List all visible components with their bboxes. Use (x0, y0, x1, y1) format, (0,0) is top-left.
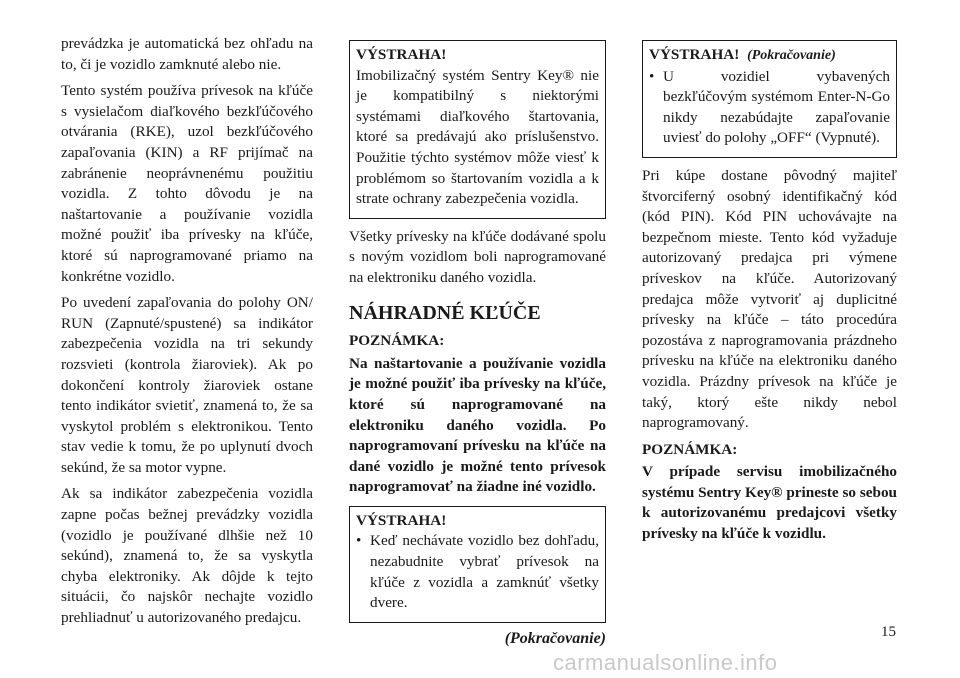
column-left (61, 34, 313, 635)
paragraph: Všetky prívesky na kľúče dodávané spolu s novým vozidlom boli naprogramované na elektroniku daného vozidla. (349, 227, 606, 286)
warning-title: VÝSTRAHA! (356, 511, 447, 529)
paragraph: prevádzka je automatická bez ohľadu na to, či je vozidlo zamknuté alebo nie. (61, 35, 313, 73)
bullet-icon: • (649, 67, 655, 85)
section-heading: NÁHRADNÉ KĽÚČE (349, 301, 541, 324)
note-body: V prípade servisu imobilizačného systému Sentry Key® prineste so sebou k autorizovanému predajcovi všetky prívesky na kľúče k vozidlu. (642, 463, 897, 543)
note-title: POZNÁMKA: (642, 440, 738, 458)
warning-bullet (356, 531, 599, 613)
warning-continued: (Pokračovanie) (747, 48, 836, 63)
warning-box-enter-n-go (642, 40, 897, 158)
bullet-icon: • (356, 532, 362, 550)
watermark: carmanualsonline.info (553, 650, 778, 675)
warning-body: Imobilizačný systém Sentry Key® nie je kompatibilný s niektorými systémami diaľkového štartovania, ktoré sa predávajú ako príslušenstvo. Použitie týchto systémov môže viesť k problémom so štartovaním vozidla a k strate ochrany zabezpečenia vozidla. (356, 66, 599, 208)
column-middle (349, 34, 606, 649)
continued-label: (Pokračovanie) (504, 629, 606, 647)
paragraph: Ak sa indikátor zabezpečenia vozidla zapne počas bežnej prevádzky vozidla (vozidlo je používané dlhšie než 10 sekúnd), znamená to, že sa vyskytla chyba elektroniky. Ak dôjde k tejto situácii, čo najskôr nechajte vozidlo prehliadnuť u autorizovaného predajcu. (61, 485, 313, 627)
warning-box-sentry-key (349, 40, 606, 219)
paragraph: Pri kúpe dostane pôvodný majiteľ štvorciferný osobný identifikačný kód (kód PIN). Kód PIN uchovávajte na bezpečnom mieste. Tento kód vyžaduje autorizovaný predajca pri výmene príveskov na kľúče. Autorizovaný predajca môže vytvoriť aj duplicitné prívesky na kľúče – táto procedúra pozostáva z naprogramovania prázdneho prívesku na kľúče na elektroniku daného vozidla. Prázdny prívesok na kľúče je taký, ktorý ešte nikdy nebol naprogramovaný. (642, 166, 897, 432)
paragraph: Tento systém používa prívesok na kľúče s vysielačom diaľkového bezkľúčového otvárania (RKE), uzol bezkľúčového zapaľovania (KIN) a RF prijímač na zabránenie neoprávnenému použitiu vozidla. Z tohto dôvodu je na naštartovanie a používanie vozidla možné použiť iba prívesky na kľúče, ktoré sú naprogramované priamo na konkrétne vozidlo. (61, 82, 313, 285)
bullet-text: Keď nechávate vozidlo bez dohľadu, nezabudnite vybrať prívesok na kľúče z vozidla a zamknúť všetky dvere. (370, 532, 599, 612)
warning-title: VÝSTRAHA! (356, 46, 447, 63)
warning-header (649, 45, 890, 67)
note-title: POZNÁMKA: (349, 332, 445, 350)
warning-box-unattended (349, 506, 606, 623)
warning-bullet (649, 67, 890, 149)
paragraph: Po uvedení zapaľovania do polohy ON/ RUN (Zapnuté/spustené) sa indikátor zabezpečenia vozidla na tri sekundy rozsvieti (kontrola žiaroviek). Ak po dokončení kontroly žiaroviek ostane tento indikátor svietiť, znamená to, že sa vyskytol problém s elektronikou. Tento stav vedie k tomu, že po uplynutí dvoch sekúnd, že sa motor vypne. (61, 294, 313, 476)
column-right (642, 34, 897, 553)
page-number: 15 (881, 624, 896, 640)
note-body: Na naštartovanie a používanie vozidla je možné použiť iba prívesky na kľúče, ktoré sú naprogramované na elektroniku daného vozidla. Po naprogramovaní prívesku na kľúče na dané vozidlo je možné tento prívesok naprogramovať na žiadne iné vozidlo. (349, 354, 606, 496)
bullet-text: U vozidiel vybavených bezkľúčovým systémom Enter-N-Go nikdy nezabúdajte zapaľovanie uviesť do polohy „OFF“ (Vypnuté). (663, 67, 890, 147)
warning-title: VÝSTRAHA! (649, 46, 740, 63)
